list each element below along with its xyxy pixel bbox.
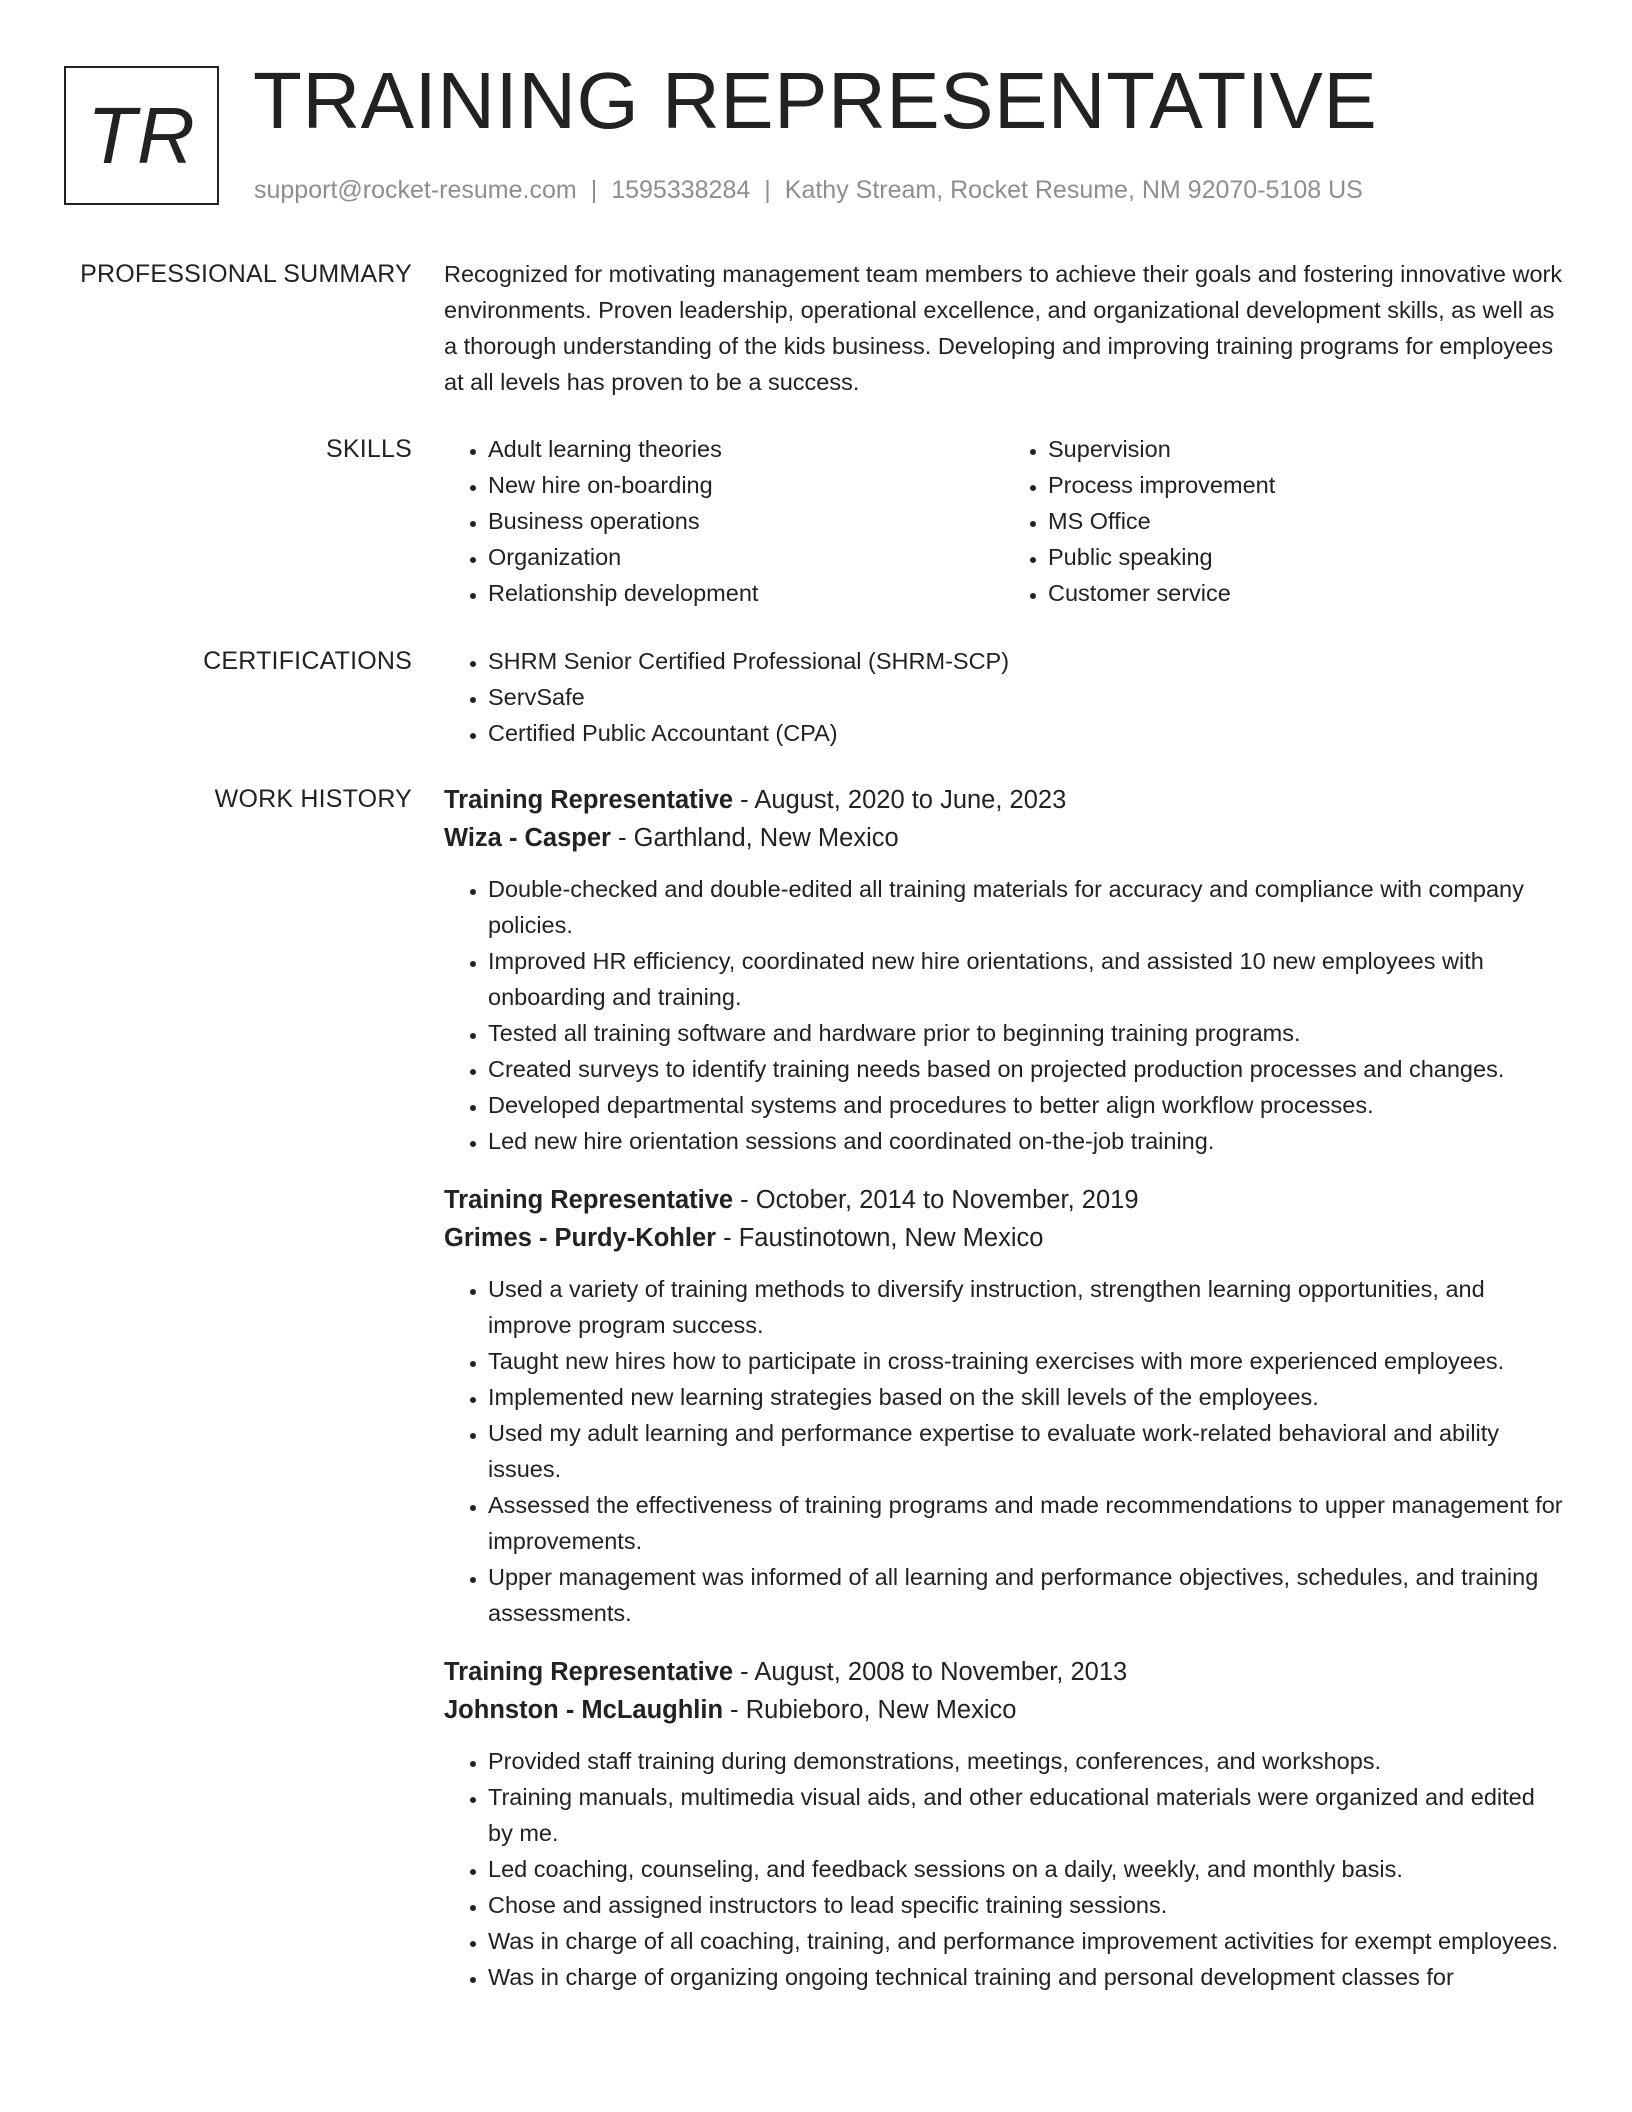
job-dates: - October, 2014 to November, 2019 <box>733 1186 1139 1214</box>
skill-item: • Supervision <box>1048 431 1564 467</box>
skill-item: • Organization <box>488 539 1004 575</box>
job-dates: - August, 2020 to June, 2023 <box>733 786 1067 814</box>
job-location: - Rubieboro, New Mexico <box>723 1696 1017 1724</box>
contact-separator: | <box>764 176 771 204</box>
job-bullets <box>444 1271 1564 1631</box>
job-company-line <box>444 1219 1564 1257</box>
skill-item: • MS Office <box>1048 503 1564 539</box>
job-title-line <box>444 781 1564 819</box>
job-role: Training Representative <box>444 1658 734 1686</box>
job-dates: - August, 2008 to November, 2013 <box>733 1658 1128 1686</box>
job-bullet: • Used a variety of training methods to diversify instruction, strengthen learning opportunities, and improve program success. <box>488 1271 1564 1343</box>
job-bullet: • Upper management was informed of all learning and performance objectives, schedules, and training assessments. <box>488 1559 1564 1631</box>
job-bullet: • Developed departmental systems and procedures to better align workflow processes. <box>488 1087 1564 1123</box>
certification-item: • SHRM Senior Certified Professional (SHRM-SCP) <box>488 643 1564 679</box>
job-bullet: • Taught new hires how to participate in cross-training exercises with more experienced employees. <box>488 1343 1564 1379</box>
skill-item: • New hire on-boarding <box>488 467 1004 503</box>
skills-heading: SKILLS <box>326 435 412 463</box>
contact-address: Kathy Stream, Rocket Resume, NM 92070-5108 US <box>784 176 1363 204</box>
job-company: Grimes - Purdy-Kohler <box>444 1224 717 1252</box>
job-bullet: • Improved HR efficiency, coordinated new hire orientations, and assisted 10 new employees with onboarding and training. <box>488 943 1564 1015</box>
job-role: Training Representative <box>444 1186 734 1214</box>
job-bullet: • Tested all training software and hardware prior to beginning training programs. <box>488 1015 1564 1051</box>
contact-separator: | <box>590 176 598 204</box>
skill-item: • Public speaking <box>1048 539 1564 575</box>
job-entry <box>444 781 1564 1159</box>
job-bullets <box>444 871 1564 1159</box>
skills-list-left <box>444 431 1004 611</box>
job-bullet: • Double-checked and double-edited all training materials for accuracy and compliance with company policies. <box>488 871 1564 943</box>
skill-item: • Process improvement <box>1048 467 1564 503</box>
job-entry <box>444 1181 1564 1631</box>
monogram-logo <box>64 66 219 205</box>
skill-item: • Business operations <box>488 503 1004 539</box>
skill-item: • Adult learning theories <box>488 431 1004 467</box>
job-location: - Garthland, New Mexico <box>610 824 899 852</box>
certification-item: • Certified Public Accountant (CPA) <box>488 715 1564 751</box>
work-history-heading: WORK HISTORY <box>214 785 412 813</box>
monogram-initials: TR <box>87 90 196 180</box>
contact-phone[interactable]: 1595338284 <box>611 176 751 204</box>
summary-text: Recognized for motivating management team members to achieve their goals and fostering innovative work environments. Proven leadership, operational excellence, and organizational development skills, as well as a thorough understanding of the kids business. Developing and improving training programs for employees at all levels has proven to be a success. <box>444 261 1563 395</box>
job-bullet: • Assessed the effectiveness of training programs and made recommendations to upper management for improvements. <box>488 1487 1564 1559</box>
certification-item: • ServSafe <box>488 679 1564 715</box>
job-bullet: • Was in charge of organizing ongoing technical training and personal development classes for <box>488 1959 1564 1995</box>
job-location: - Faustinotown, New Mexico <box>716 1224 1044 1252</box>
job-company-line <box>444 1691 1564 1729</box>
job-bullet: • Created surveys to identify training needs based on projected production processes and changes. <box>488 1051 1564 1087</box>
job-company: Wiza - Casper <box>444 824 611 852</box>
job-bullet: • Used my adult learning and performance expertise to evaluate work-related behavioral and ability issues. <box>488 1415 1564 1487</box>
job-bullet: • Was in charge of all coaching, training, and performance improvement activities for exempt employees. <box>488 1923 1564 1959</box>
summary-heading: PROFESSIONAL SUMMARY <box>80 260 412 288</box>
job-bullet: • Chose and assigned instructors to lead specific training sessions. <box>488 1887 1564 1923</box>
resume-title: TRAINING REPRESENTATIVE <box>253 56 1378 145</box>
job-title-line <box>444 1653 1564 1691</box>
job-bullet: • Led new hire orientation sessions and coordinated on-the-job training. <box>488 1123 1564 1159</box>
job-bullets <box>444 1743 1564 1995</box>
skills-list-right <box>1004 431 1564 611</box>
certifications-list <box>444 643 1564 751</box>
job-bullet: • Implemented new learning strategies based on the skill levels of the employees. <box>488 1379 1564 1415</box>
skill-item: • Customer service <box>1048 575 1564 611</box>
contact-line <box>254 174 1363 206</box>
job-entry <box>444 1653 1564 1995</box>
skill-item: • Relationship development <box>488 575 1004 611</box>
job-bullet: • Provided staff training during demonstrations, meetings, conferences, and workshops. <box>488 1743 1564 1779</box>
certifications-heading: CERTIFICATIONS <box>203 647 412 675</box>
job-bullet: • Led coaching, counseling, and feedback sessions on a daily, weekly, and monthly basis. <box>488 1851 1564 1887</box>
job-bullet: • Training manuals, multimedia visual aids, and other educational materials were organized and edited by me. <box>488 1779 1564 1851</box>
contact-email[interactable]: support@rocket-resume.com <box>254 176 577 204</box>
job-title-line <box>444 1181 1564 1219</box>
job-company-line <box>444 819 1564 857</box>
job-role: Training Representative <box>444 786 734 814</box>
job-company: Johnston - McLaughlin <box>444 1696 724 1724</box>
